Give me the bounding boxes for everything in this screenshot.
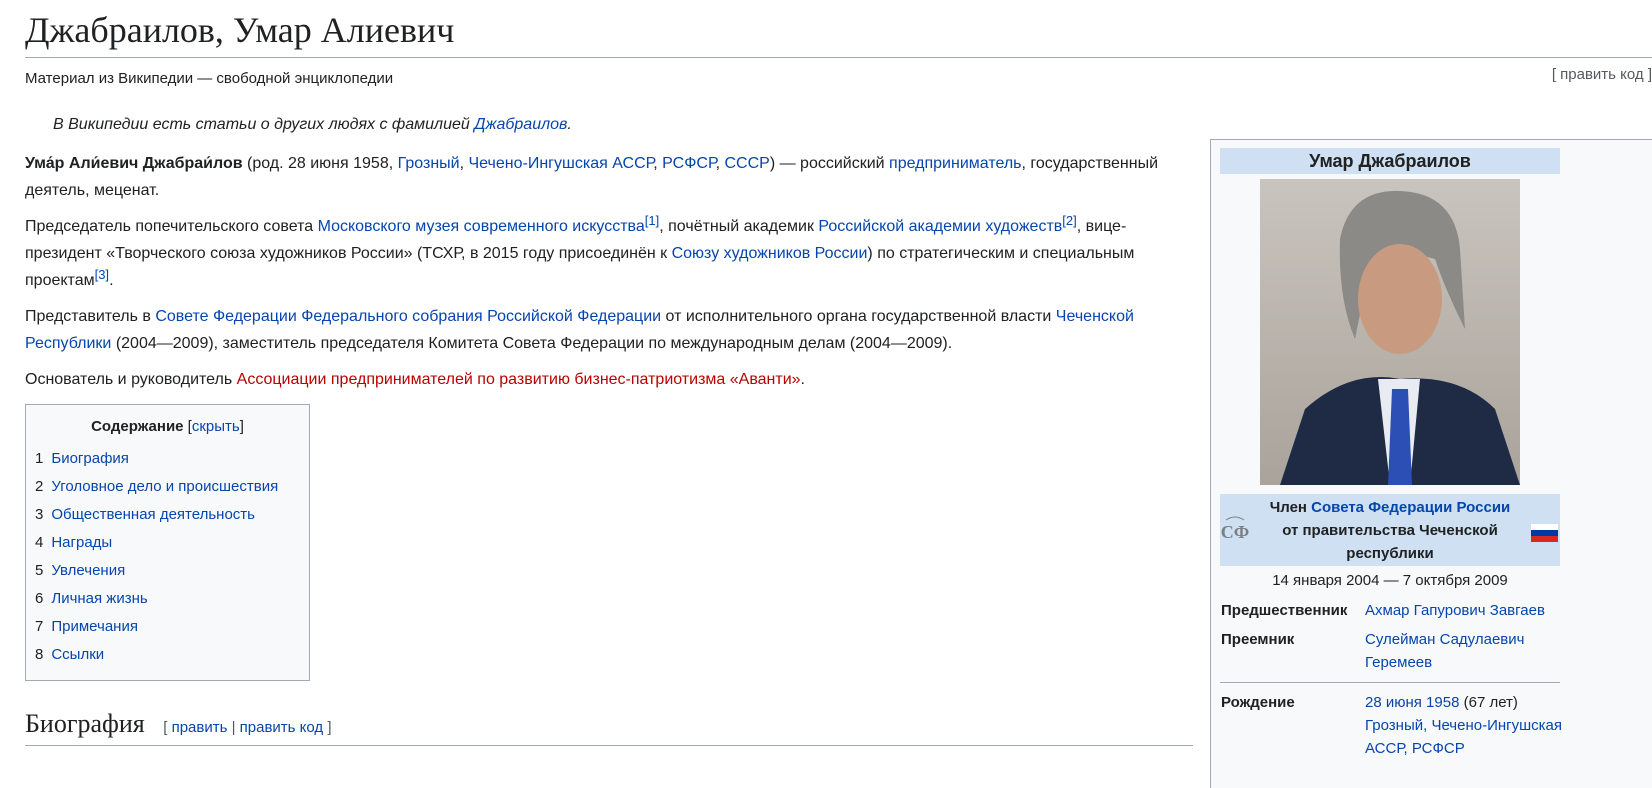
portrait-image[interactable] <box>1260 179 1520 485</box>
hatnote-link[interactable]: Джабраилов <box>474 116 568 133</box>
bracket: [ <box>183 418 192 435</box>
text: ) — российский <box>769 155 890 172</box>
page-title: Джабраилов, Умар Алиевич <box>25 6 1652 58</box>
link-chechen-republic[interactable]: Чеченской Республики <box>25 308 1134 352</box>
link-federation-council[interactable]: Совете Федерации Федерального собрания Российской Федерации <box>155 308 662 325</box>
link-academy-arts[interactable]: Российской академии художеств <box>818 218 1063 235</box>
office-text <box>1260 496 1520 565</box>
toc-item-link[interactable]: Биография <box>51 450 129 467</box>
toc-item[interactable] <box>35 473 309 501</box>
text: , <box>653 155 663 172</box>
toc-item[interactable] <box>35 585 309 613</box>
ref-2[interactable]: [2] <box>1062 213 1077 228</box>
ref-3[interactable]: [3] <box>94 267 110 282</box>
text: , <box>459 155 469 172</box>
term-dates: 14 января 2004 — 7 октября 2009 <box>1272 572 1508 589</box>
birth-value <box>1365 691 1565 760</box>
toc-list <box>26 445 309 669</box>
hatnote-text: В Википедии есть статьи о других людях с фамилией <box>53 116 475 133</box>
text: ) по стратегическим и специальным проектам <box>25 245 1135 289</box>
russia-flag-icon <box>1531 524 1558 542</box>
table-of-contents <box>25 404 310 681</box>
toc-item[interactable] <box>35 557 309 585</box>
section-edit-code-link[interactable]: править код <box>239 719 324 736</box>
toc-heading: Содержание <box>91 418 184 435</box>
federation-council-logo-icon <box>1220 514 1250 548</box>
toc-item-link[interactable]: Ссылки <box>51 646 105 663</box>
toc-item-number: 5 <box>35 562 44 579</box>
bracket: [ <box>163 719 172 736</box>
text: от правительства Чеченской республики <box>1282 522 1498 562</box>
bracket: ] <box>323 719 332 736</box>
toc-hide-link[interactable]: скрыть <box>191 418 240 435</box>
text: , государственный деятель, меценат. <box>25 155 1159 199</box>
toc-item[interactable] <box>35 445 309 473</box>
toc-item-link[interactable]: Уголовное дело и происшествия <box>51 478 279 495</box>
toc-item-number: 3 <box>35 506 44 523</box>
hatnote <box>53 116 572 134</box>
text: . <box>800 371 805 388</box>
link-entrepreneur[interactable]: предприниматель <box>889 155 1022 172</box>
toc-item[interactable] <box>35 613 309 641</box>
article-body <box>25 150 1185 402</box>
infobox <box>1210 139 1652 788</box>
ref-1[interactable]: [1] <box>644 213 660 228</box>
toc-item-number: 4 <box>35 534 44 551</box>
redlink-avanti[interactable]: Ассоциации предпринимателей по развитию бизнес-патриотизма «Аванти» <box>236 371 801 388</box>
toc-item-link[interactable]: Личная жизнь <box>51 590 148 607</box>
subject-name: Ума́р Али́евич Джабраи́лов <box>25 155 243 172</box>
office-header <box>1220 494 1560 566</box>
toc-item-link[interactable]: Примечания <box>51 618 138 635</box>
predecessor-link[interactable]: Ахмар Гапурович Завгаев <box>1365 602 1545 619</box>
toc-item[interactable] <box>35 501 309 529</box>
text: , <box>715 155 725 172</box>
text: Представитель в <box>25 308 156 325</box>
bracket: ] <box>239 418 244 435</box>
paragraph-2 <box>25 213 1185 294</box>
section-heading: Биография <box>25 709 145 738</box>
paragraph-3 <box>25 303 1185 357</box>
link-mmoma[interactable]: Московского музея современного искусства <box>317 218 645 235</box>
successor-link[interactable]: Сулейман Садулаевич Геремеев <box>1365 631 1525 671</box>
toc-item-number: 1 <box>35 450 44 467</box>
link-rsfsr[interactable]: РСФСР <box>662 155 716 172</box>
separator: | <box>227 719 240 736</box>
toc-item-number: 7 <box>35 618 44 635</box>
toc-item-number: 6 <box>35 590 44 607</box>
toc-item-link[interactable]: Награды <box>51 534 113 551</box>
toc-item-link[interactable]: Увлечения <box>51 562 126 579</box>
birth-date-link[interactable]: 28 июня 1958 <box>1365 694 1460 711</box>
birth-label: Рождение <box>1221 694 1295 711</box>
text: Основатель и руководитель <box>25 371 237 388</box>
hatnote-suffix: . <box>567 116 572 133</box>
office-link[interactable]: Совета Федерации России <box>1311 499 1511 516</box>
edit-code-link[interactable]: [ править код ] <box>1551 66 1652 83</box>
link-chi-assr[interactable]: Чечено-Ингушская АССР <box>468 155 654 172</box>
paragraph-1 <box>25 150 1185 204</box>
text: Председатель попечительского совета <box>25 218 318 235</box>
predecessor-label: Предшественник <box>1221 602 1348 619</box>
site-tagline: Материал из Википедии — свободной энциклопедии <box>25 70 394 87</box>
link-artists-union[interactable]: Союзу художников России <box>671 245 868 262</box>
infobox-title: Умар Джабраилов <box>1220 148 1560 174</box>
section-biography <box>25 709 1193 746</box>
successor-label: Преемник <box>1221 631 1295 648</box>
text: Член <box>1269 499 1312 516</box>
birth-place-link[interactable]: Грозный, Чечено-Ингушская АССР, РСФСР <box>1365 717 1562 757</box>
logo-text: СФ <box>1220 522 1250 542</box>
age: (67 лет) <box>1459 694 1518 711</box>
toc-item[interactable] <box>35 529 309 557</box>
link-ussr[interactable]: СССР <box>724 155 770 172</box>
text: (род. 28 июня 1958, <box>242 155 398 172</box>
toc-item[interactable] <box>35 641 309 669</box>
toc-item-number: 2 <box>35 478 44 495</box>
paragraph-4 <box>25 366 1185 393</box>
text: (2004—2009), заместитель председателя Комитета Совета Федерации по международным делам (2004—2009). <box>111 335 953 352</box>
text: , вице-президент «Творческого союза художников России» (ТСХР, в 2015 году присоединён к <box>25 218 1127 262</box>
section-edit-links <box>163 719 331 736</box>
text: от исполнительного органа государственной власти <box>661 308 1056 325</box>
divider <box>1220 682 1560 683</box>
section-edit-link[interactable]: править <box>171 719 228 736</box>
link-grozny[interactable]: Грозный <box>397 155 460 172</box>
text: , почётный академик <box>659 218 819 235</box>
toc-item-number: 8 <box>35 646 44 663</box>
text: . <box>109 272 114 289</box>
toc-title <box>26 418 309 435</box>
toc-item-link[interactable]: Общественная деятельность <box>51 506 255 523</box>
